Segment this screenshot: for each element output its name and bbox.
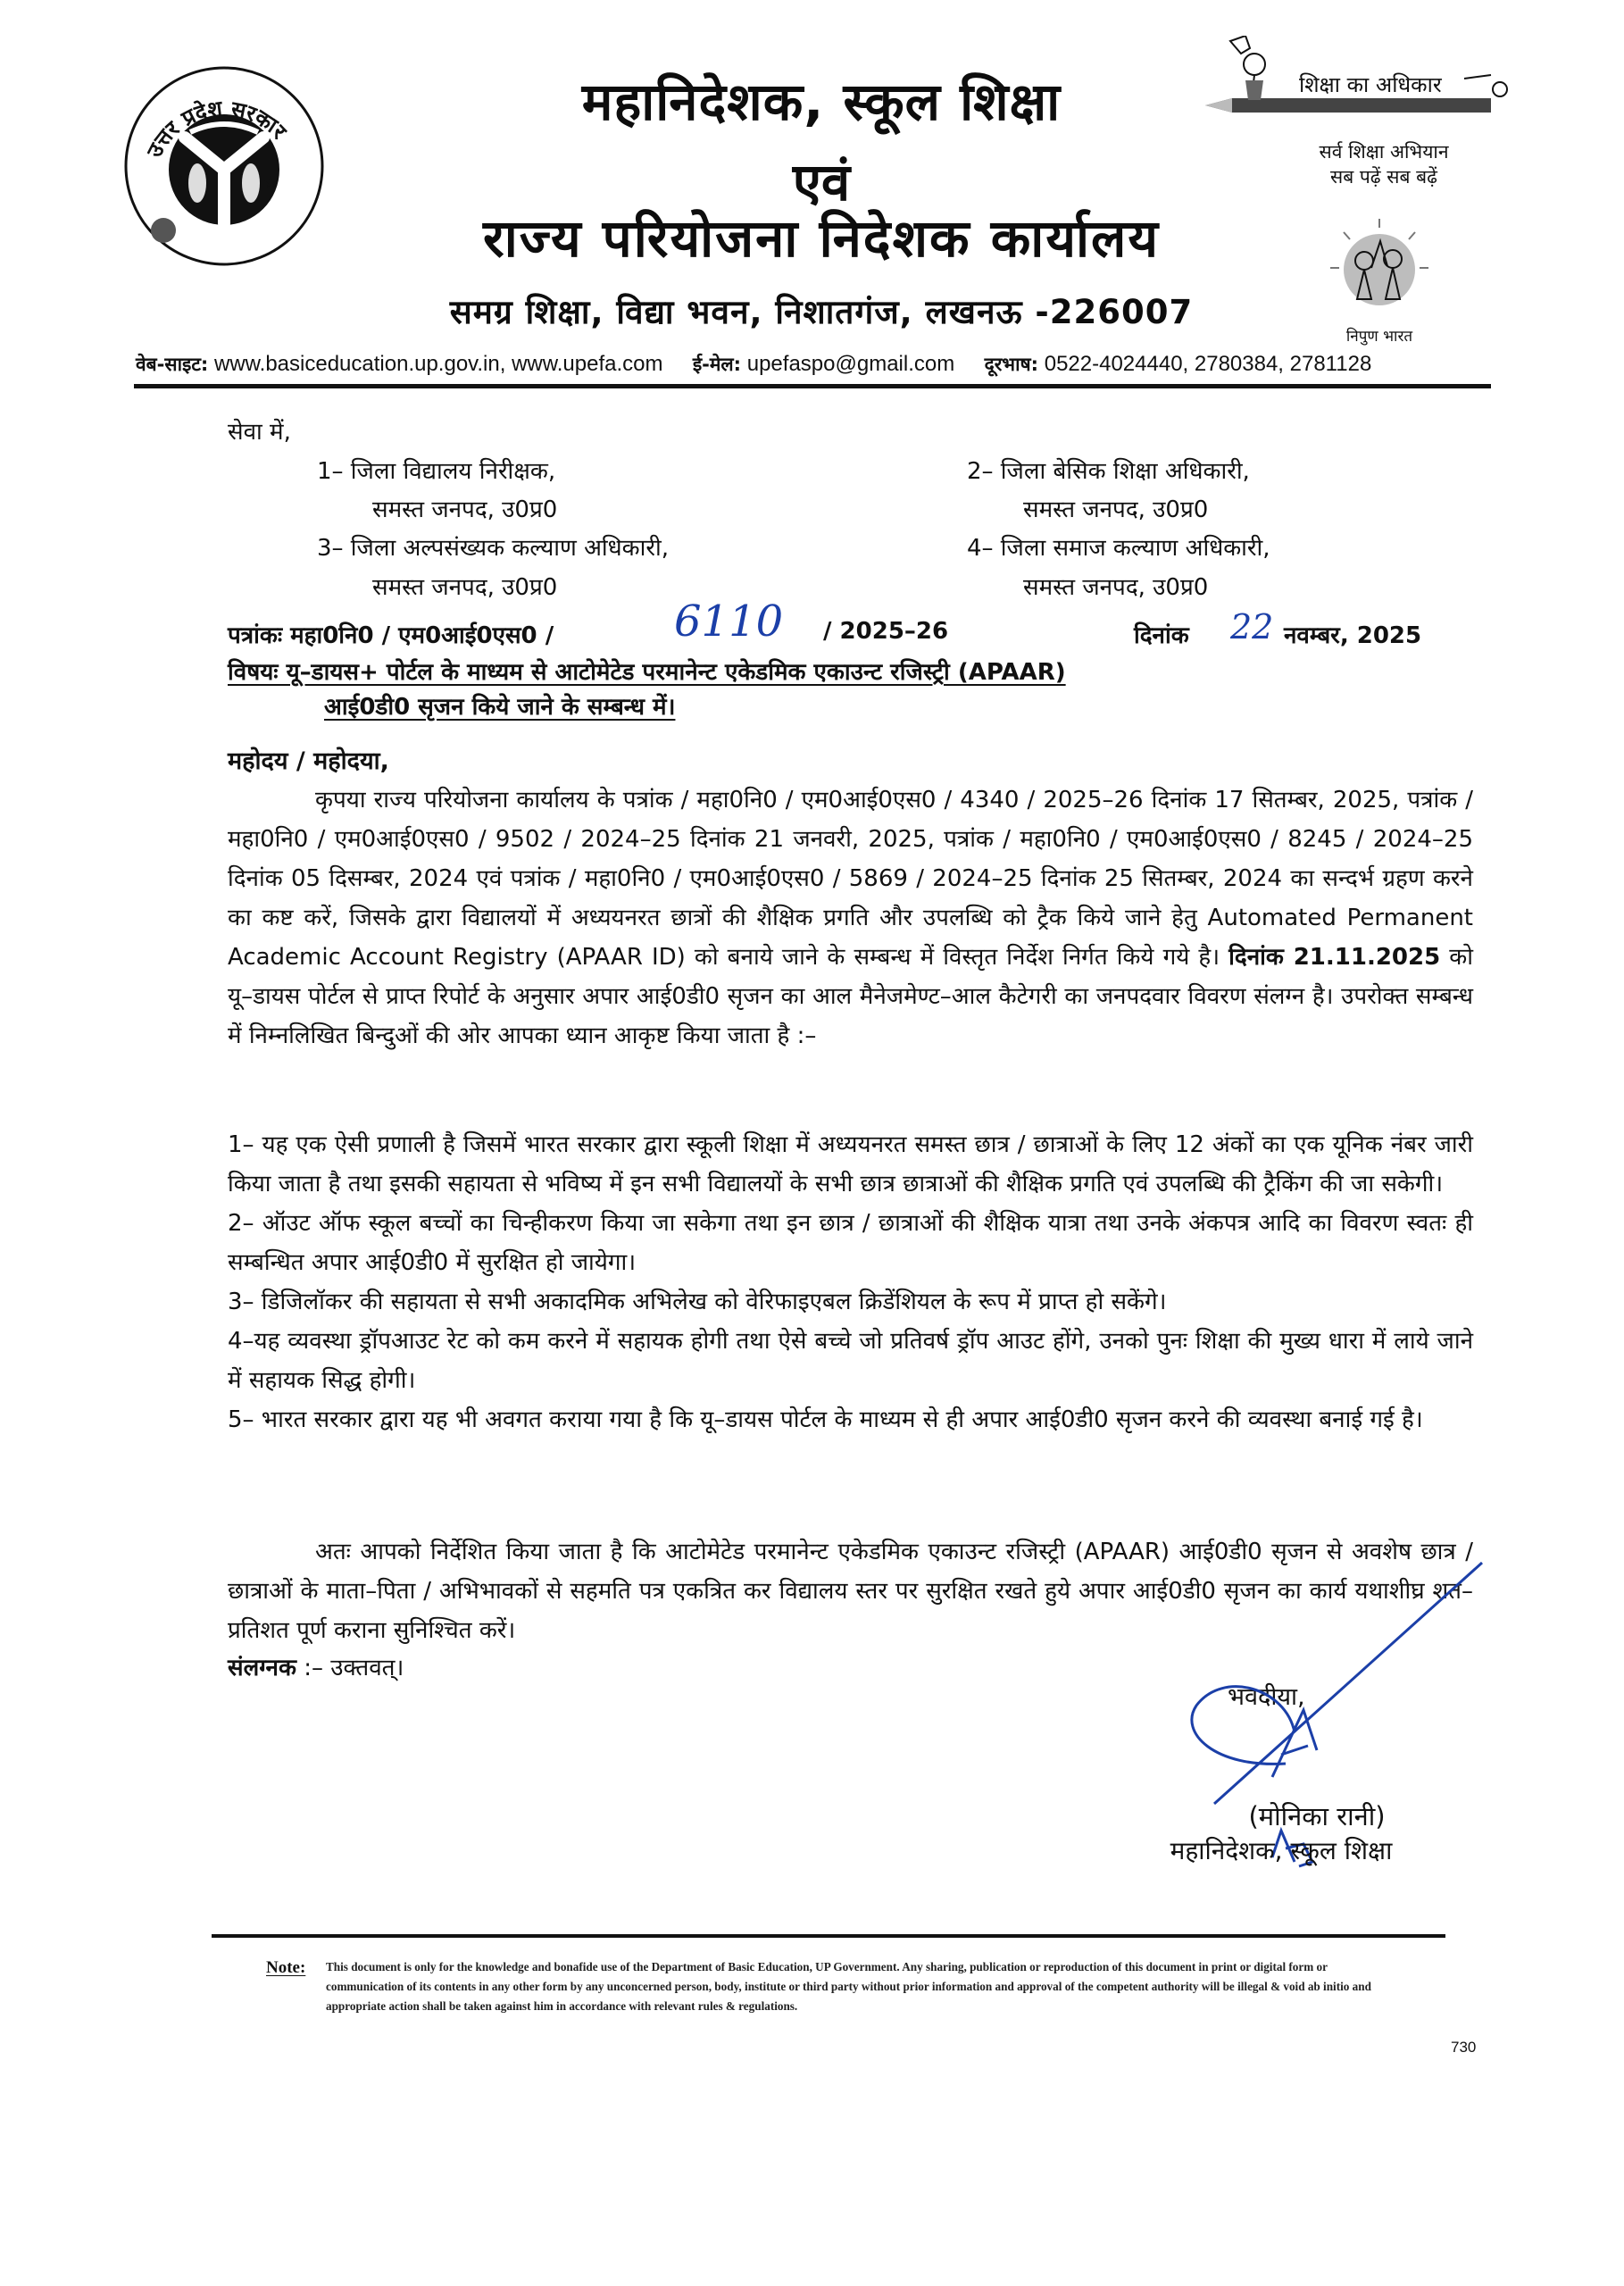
addressee-4-scope: समस्त जनपद, उ0प्र0 [1023, 574, 1209, 601]
paragraph-1-text-b: को यू–डायस पोर्टल से प्राप्त रिपोर्ट के अनुसार अपार आई0डी0 सृजन का आल मैनेजमेण्ट–आल कैटेगरी का जनपदवार विवरण संलग्न है। उपरोक्त सम्बन्ध में निम्नलिखित बिन्दुओं की ओर आपका ध्यान आकृष्ट किया जाता है :– [228, 944, 1473, 1049]
addressee-3-scope: समस्त जनपद, उ0प्र0 [372, 574, 558, 601]
date-day-handwritten: 22 [1230, 607, 1274, 647]
addressee-intro: सेवा में, [228, 419, 291, 446]
nipun-bharat-logo-icon [1321, 214, 1437, 321]
email-label: ई-मेल: [692, 354, 742, 375]
point-item: 2– ऑउट ऑफ स्कूल बच्चों का चिन्हीकरण किया जा सकेगा तथा इन छात्र / छात्राओं की शैक्षिक यात्रा तथा उनके अंकपत्र आदि का विवरण स्वतः ही सम्बन्धित अपार आई0डी0 में सुरक्षित हो जायेगा। [228, 1210, 1473, 1276]
header-divider [134, 384, 1491, 388]
point-item: 3– डिजिलॉकर की सहायता से सभी अकादमिक अभिलेख को वेरिफाइएबल क्रिडेंशियल के रूप में प्राप्त हो सकेंगे। [228, 1289, 1167, 1315]
email-address[interactable]: upefaspo@gmail.com [746, 352, 955, 376]
star-icon: ★ [263, 173, 279, 192]
addressee-2-scope: समस्त जनपद, उ0प्र0 [1023, 496, 1209, 523]
date-label: दिनांक [1134, 622, 1189, 649]
enclosure-line [228, 1650, 404, 1682]
svg-text:उत्तर प्रदेश सरकार: उत्तर प्रदेश सरकार [141, 96, 292, 162]
footer-divider [212, 1934, 1445, 1938]
point-item: 5– भारत सरकार द्वारा यह भी अवगत कराया गया है कि यू–डायस पोर्टल के माध्यम से ही अपार आई0डी0 सृजन करने की व्यवस्था बनाई गई है। [228, 1406, 1423, 1433]
closing-text: भवदीया, [1228, 1683, 1305, 1711]
addressee-1-title: 1– जिला विद्यालय निरीक्षक, [317, 458, 556, 485]
enclosure-value: :– उक्तवत्। [304, 1655, 404, 1681]
subject-line1: विषयः यू–डायस+ पोर्टल के माध्यम से आटोमेटेड परमानेन्ट एकेडमिक एकाउन्ट रजिस्ट्री (APAAR) [228, 659, 1066, 686]
addressee-3-title: 3– जिला अल्पसंख्यक कल्याण अधिकारी, [317, 535, 669, 562]
website-links[interactable]: www.basiceducation.up.gov.in, www.upefa.com [213, 352, 663, 376]
letter-number-handwritten: 6110 [674, 597, 784, 647]
addressee-4-title: 4– जिला समाज कल्याण अधिकारी, [967, 535, 1270, 562]
rte-badge-text: शिक्षा का अधिकार [1299, 72, 1442, 97]
point-item: 4–यह व्यवस्था ड्रॉपआउट रेट को कम करने में सहायक होगी तथा ऐसे बच्चे जो प्रतिवर्ष ड्रॉप आउट होंगे, उनको पुनः शिक्षा की मुख्य धारा में लाये जाने में सहायक सिद्ध होगी। [228, 1328, 1473, 1394]
page-number: 730 [1451, 2039, 1477, 2056]
phone-label: दूरभाष: [984, 354, 1039, 375]
points-list [228, 1125, 1473, 1439]
contact-line [136, 352, 1371, 377]
addressee-2-title: 2– जिला बेसिक शिक्षा अधिकारी, [967, 458, 1250, 485]
ssa-title: सर्व शिक्षा अभियान [1319, 141, 1449, 163]
header-title-line3: राज्य परियोजना निदेशक कार्यालय [483, 208, 1160, 269]
enclosure-label: संलग्नक [228, 1655, 296, 1681]
footer-note-label: Note: [266, 1958, 306, 1977]
salutation: महोदय / महोदया, [228, 747, 389, 775]
letter-number-prefix: पत्रांकः महा0नि0 / एम0आई0एस0 / [228, 622, 554, 649]
subject-line2: आई0डी0 सृजन किये जाने के सम्बन्ध में। [324, 694, 676, 721]
body-paragraph-1 [228, 780, 1473, 1055]
addressee-1-scope: समस्त जनपद, उ0प्र0 [372, 496, 558, 523]
subject-line [228, 655, 1473, 725]
phone-numbers: 0522-4024440, 2780384, 2781128 [1044, 352, 1372, 376]
point-item: 1– यह एक ऐसी प्रणाली है जिसमें भारत सरकार द्वारा स्कूली शिक्षा में अध्ययनरत समस्त छात्र / छात्राओं के लिए 12 अंकों का एक यूनिक नंबर जारी किया जाता है तथा इसकी सहायता से भविष्य में इन सभी विद्यालयों के सभी छात्र छात्राओं की शैक्षिक प्रगति एवं उपलब्धि की ट्रैकिंग की जा सकेगी। [228, 1131, 1473, 1197]
date-month-year: नवम्बर, 2025 [1284, 622, 1422, 649]
paragraph-1-text-a: कृपया राज्य परियोजना कार्यालय के पत्रांक / महा0नि0 / एम0आई0एस0 / 4340 / 2025–26 दिनांक 17 सितम्बर, 2025, पत्रांक / महा0नि0 / एम0आई0एस0 / 9502 / 2024–25 दिनांक 21 जनवरी, 2025, पत्रांक / महा0नि0 / एम0आई0एस0 / 8245 / 2024–25 दिनांक 05 दिसम्बर, 2024 एवं पत्रांक / महा0नि0 / एम0आई0एस0 / 5869 / 2024–25 दिनांक 25 सितम्बर, 2024 का सन्दर्भ ग्रहण करने का कष्ट करें, जिसके द्वारा विद्यालयों में अध्ययनरत छात्रों की शैक्षिक प्रगति और उपलब्धि को ट्रैक किये जाने हेतु Automated Permanent Academic Account Registry (APAAR ID) को बनाये जाने के सम्बन्ध में विस्तृत निर्देश निर्गत किये गये है। [228, 787, 1473, 971]
website-label: वेब-साइट: [136, 354, 209, 375]
letter-number-year: / 2025–26 [823, 618, 949, 645]
header-address: समग्र शिक्षा, विद्या भवन, निशातगंज, लखनऊ -226007 [449, 293, 1194, 331]
svg-text:★: ★ [174, 173, 189, 192]
header-title-line1: महानिदेशक, स्कूल शिक्षा [581, 71, 1062, 132]
directive-paragraph: अतः आपको निर्देशित किया जाता है कि आटोमेटेड परमानेन्ट एकेडमिक एकाउन्ट रजिस्ट्री (APAAR) आई0डी0 सृजन से अवशेष छात्र / छात्राओं के माता–पिता / अभिभावकों से सहमति पत्र एकत्रित कर विद्यालय स्तर पर सुरक्षित रखते हुये अपार आई0डी0 सृजन का कार्य यथाशीघ्र शत–प्रतिशत पूर्ण कराना सुनिश्चित करें। [228, 1539, 1473, 1644]
signatory-designation: महानिदेशक, स्कूल शिक्षा [1170, 1836, 1393, 1865]
header-title-line2: एवं [792, 152, 851, 213]
up-government-emblem-icon [121, 63, 328, 270]
report-date: दिनांक 21.11.2025 [1228, 944, 1441, 971]
signatory-name: (मोनिका रानी) [1248, 1801, 1386, 1831]
footer-note-text: This document is only for the knowledge and bonafide use of the Department of Basic Education, UP Government. Any sharing, publication or reproduction of this document in print or digital form or communication of its contents in any other form by any unconcerned person, body, institute or third party without prior information and approval of the competent authority will be illegal & void ab initio and appropriate action shall be taken against him in accordance with relevant rules & regulations. [326, 1960, 1371, 2013]
ssa-slogan: सब पढ़ें सब बढ़ें [1330, 166, 1437, 188]
nipun-bharat-label: निपुण भारत [1345, 328, 1413, 346]
